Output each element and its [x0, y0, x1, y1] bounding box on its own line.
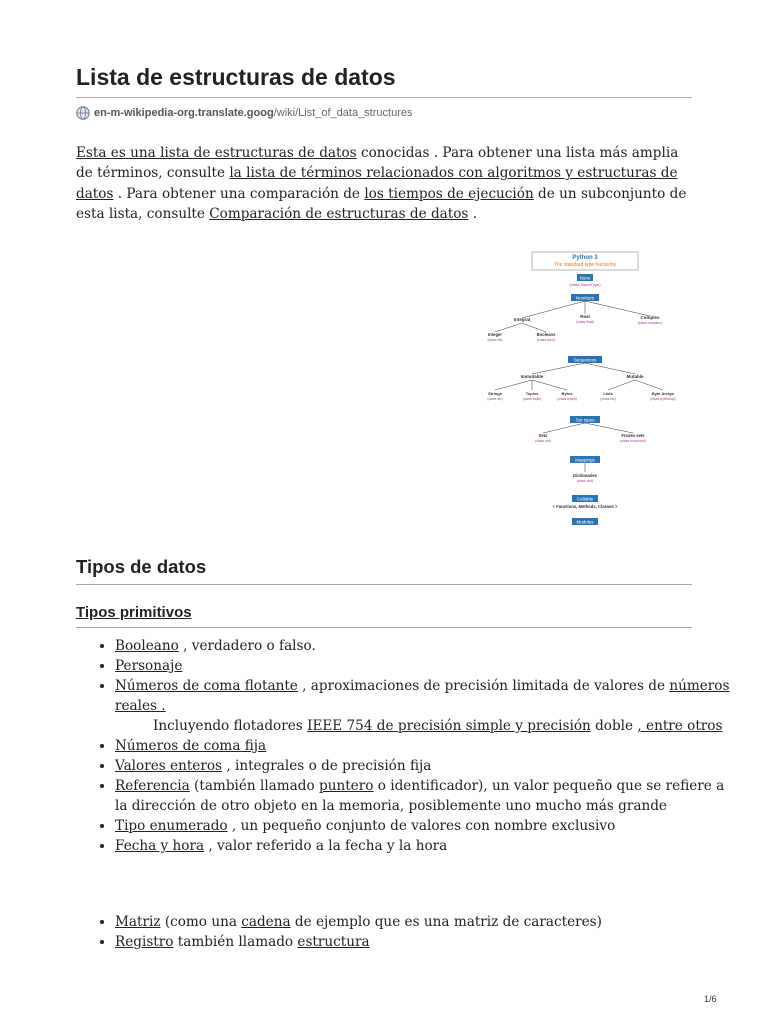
- svg-text:(class tuple): (class tuple): [522, 397, 542, 401]
- node-real: Real: [580, 314, 590, 319]
- primitive-types-list: [76, 636, 735, 856]
- node-booleans: Booleans: [536, 332, 556, 337]
- svg-text:(class str): (class str): [487, 397, 503, 401]
- page-number: 1/6: [704, 994, 717, 1004]
- svg-text:Tuples: Tuples: [525, 391, 539, 396]
- subsection-link[interactable]: Tipos primitivos: [76, 604, 192, 621]
- diagram-subtitle: The standard type hierarchy: [553, 262, 617, 268]
- subsection-title: [76, 604, 692, 628]
- source-host: en-m-wikipedia-org.translate.goog: [94, 107, 274, 119]
- node-none: None: [579, 275, 591, 281]
- svg-text:(class float): (class float): [576, 320, 594, 324]
- intro-paragraph: Esta es una lista de estructuras de datos conocidas . Para obtener una lista más amplia de términos, consulte la lista de términos relacionados con algoritmos y estructuras de datos . Para obtener una comparación de los tiempos de ejecución de un subconjunto de esta lista, consulte Comparación de estructuras de datos .: [76, 145, 687, 223]
- svg-text:(class dict): (class dict): [576, 479, 594, 483]
- node-sequences: Sequences: [573, 357, 597, 363]
- svg-text:Sets: Sets: [538, 433, 548, 438]
- node-integral: Integral: [513, 317, 531, 322]
- svg-text:(class list): (class list): [600, 397, 616, 401]
- node-complex: Complex: [640, 315, 660, 320]
- list-item: • Personaje: [115, 656, 735, 676]
- svg-text:(class NoneType): (class NoneType): [569, 282, 601, 287]
- node-numbers: Numbers: [575, 295, 595, 301]
- composite-types-list: [76, 912, 735, 952]
- node-mappings: Mappings: [575, 457, 595, 463]
- svg-text:Bytes: Bytes: [561, 391, 573, 396]
- node-modules: Modules: [576, 519, 594, 525]
- list-item: • Matriz (como una cadena de ejemplo que es una matriz de caracteres): [115, 912, 735, 932]
- source-url[interactable]: [76, 106, 412, 120]
- node-set-types: Set types: [575, 417, 595, 423]
- list-item: • Registro también llamado estructura: [115, 932, 735, 952]
- section-title: Tipos de datos: [76, 556, 692, 585]
- link-execution-times[interactable]: los tiempos de ejecución: [364, 185, 534, 202]
- list-item: • Números de coma fija: [115, 736, 735, 756]
- source-path: /wiki/List_of_data_structures: [273, 107, 413, 119]
- list-item: • Números de coma flotante , aproximaciones de precisión limitada de valores de números reales . Incluyendo flotadores IEEE 754 de precisión simple y precisión doble , entre otros: [115, 676, 735, 736]
- list-item: • Fecha y hora , valor referido a la fecha y la hora: [115, 836, 735, 856]
- node-mutable: Mutable: [626, 374, 644, 379]
- link-terms-list[interactable]: la lista de términos relacionados con algoritmos y estructuras de datos: [76, 165, 678, 202]
- link-data-structures[interactable]: Esta es una lista de estructuras de datos: [76, 145, 357, 161]
- svg-text:(class bytearray): (class bytearray): [650, 397, 676, 401]
- svg-text:(class set): (class set): [535, 439, 551, 443]
- svg-text:Dictionaries: Dictionaries: [573, 473, 597, 478]
- python-type-hierarchy-diagram: [470, 250, 700, 532]
- svg-text:Lists: Lists: [603, 391, 613, 396]
- globe-icon: [76, 106, 90, 120]
- node-callable: Callable: [576, 496, 594, 502]
- node-immutable: Immutable: [520, 374, 544, 379]
- list-item: • Referencia (también llamado puntero o identificador), un valor pequeño que se refiere a la dirección de otro objeto en la memoria, posiblemente uno mucho más grande: [115, 776, 735, 816]
- list-item: • Tipo enumerado , un pequeño conjunto de valores con nombre exclusivo: [115, 816, 735, 836]
- link-comparison[interactable]: Comparación de estructuras de datos: [209, 206, 469, 223]
- page-title: Lista de estructuras de datos: [76, 64, 692, 98]
- svg-text:(class frozenset): (class frozenset): [620, 439, 646, 443]
- diagram-title: Python 3: [572, 255, 598, 261]
- svg-text:Frozen sets: Frozen sets: [621, 433, 645, 438]
- svg-text:(class bytes): (class bytes): [557, 397, 577, 401]
- svg-text:Strings: Strings: [488, 391, 502, 396]
- svg-text:< Functions, Methods, Classes: < Functions, Methods, Classes >: [552, 504, 618, 509]
- list-item: • Valores enteros , integrales o de precisión fija: [115, 756, 735, 776]
- list-item: • Booleano , verdadero o falso.: [115, 636, 735, 656]
- svg-text:(class int): (class int): [487, 338, 503, 342]
- svg-text:(class bool): (class bool): [537, 338, 555, 342]
- node-integer: Integer: [488, 332, 502, 337]
- list-subitem: Incluyendo flotadores IEEE 754 de precisión simple y precisión doble , entre otros: [153, 718, 723, 734]
- svg-text:(class complex): (class complex): [637, 321, 663, 325]
- svg-text:Byte Arrays: Byte Arrays: [651, 391, 675, 396]
